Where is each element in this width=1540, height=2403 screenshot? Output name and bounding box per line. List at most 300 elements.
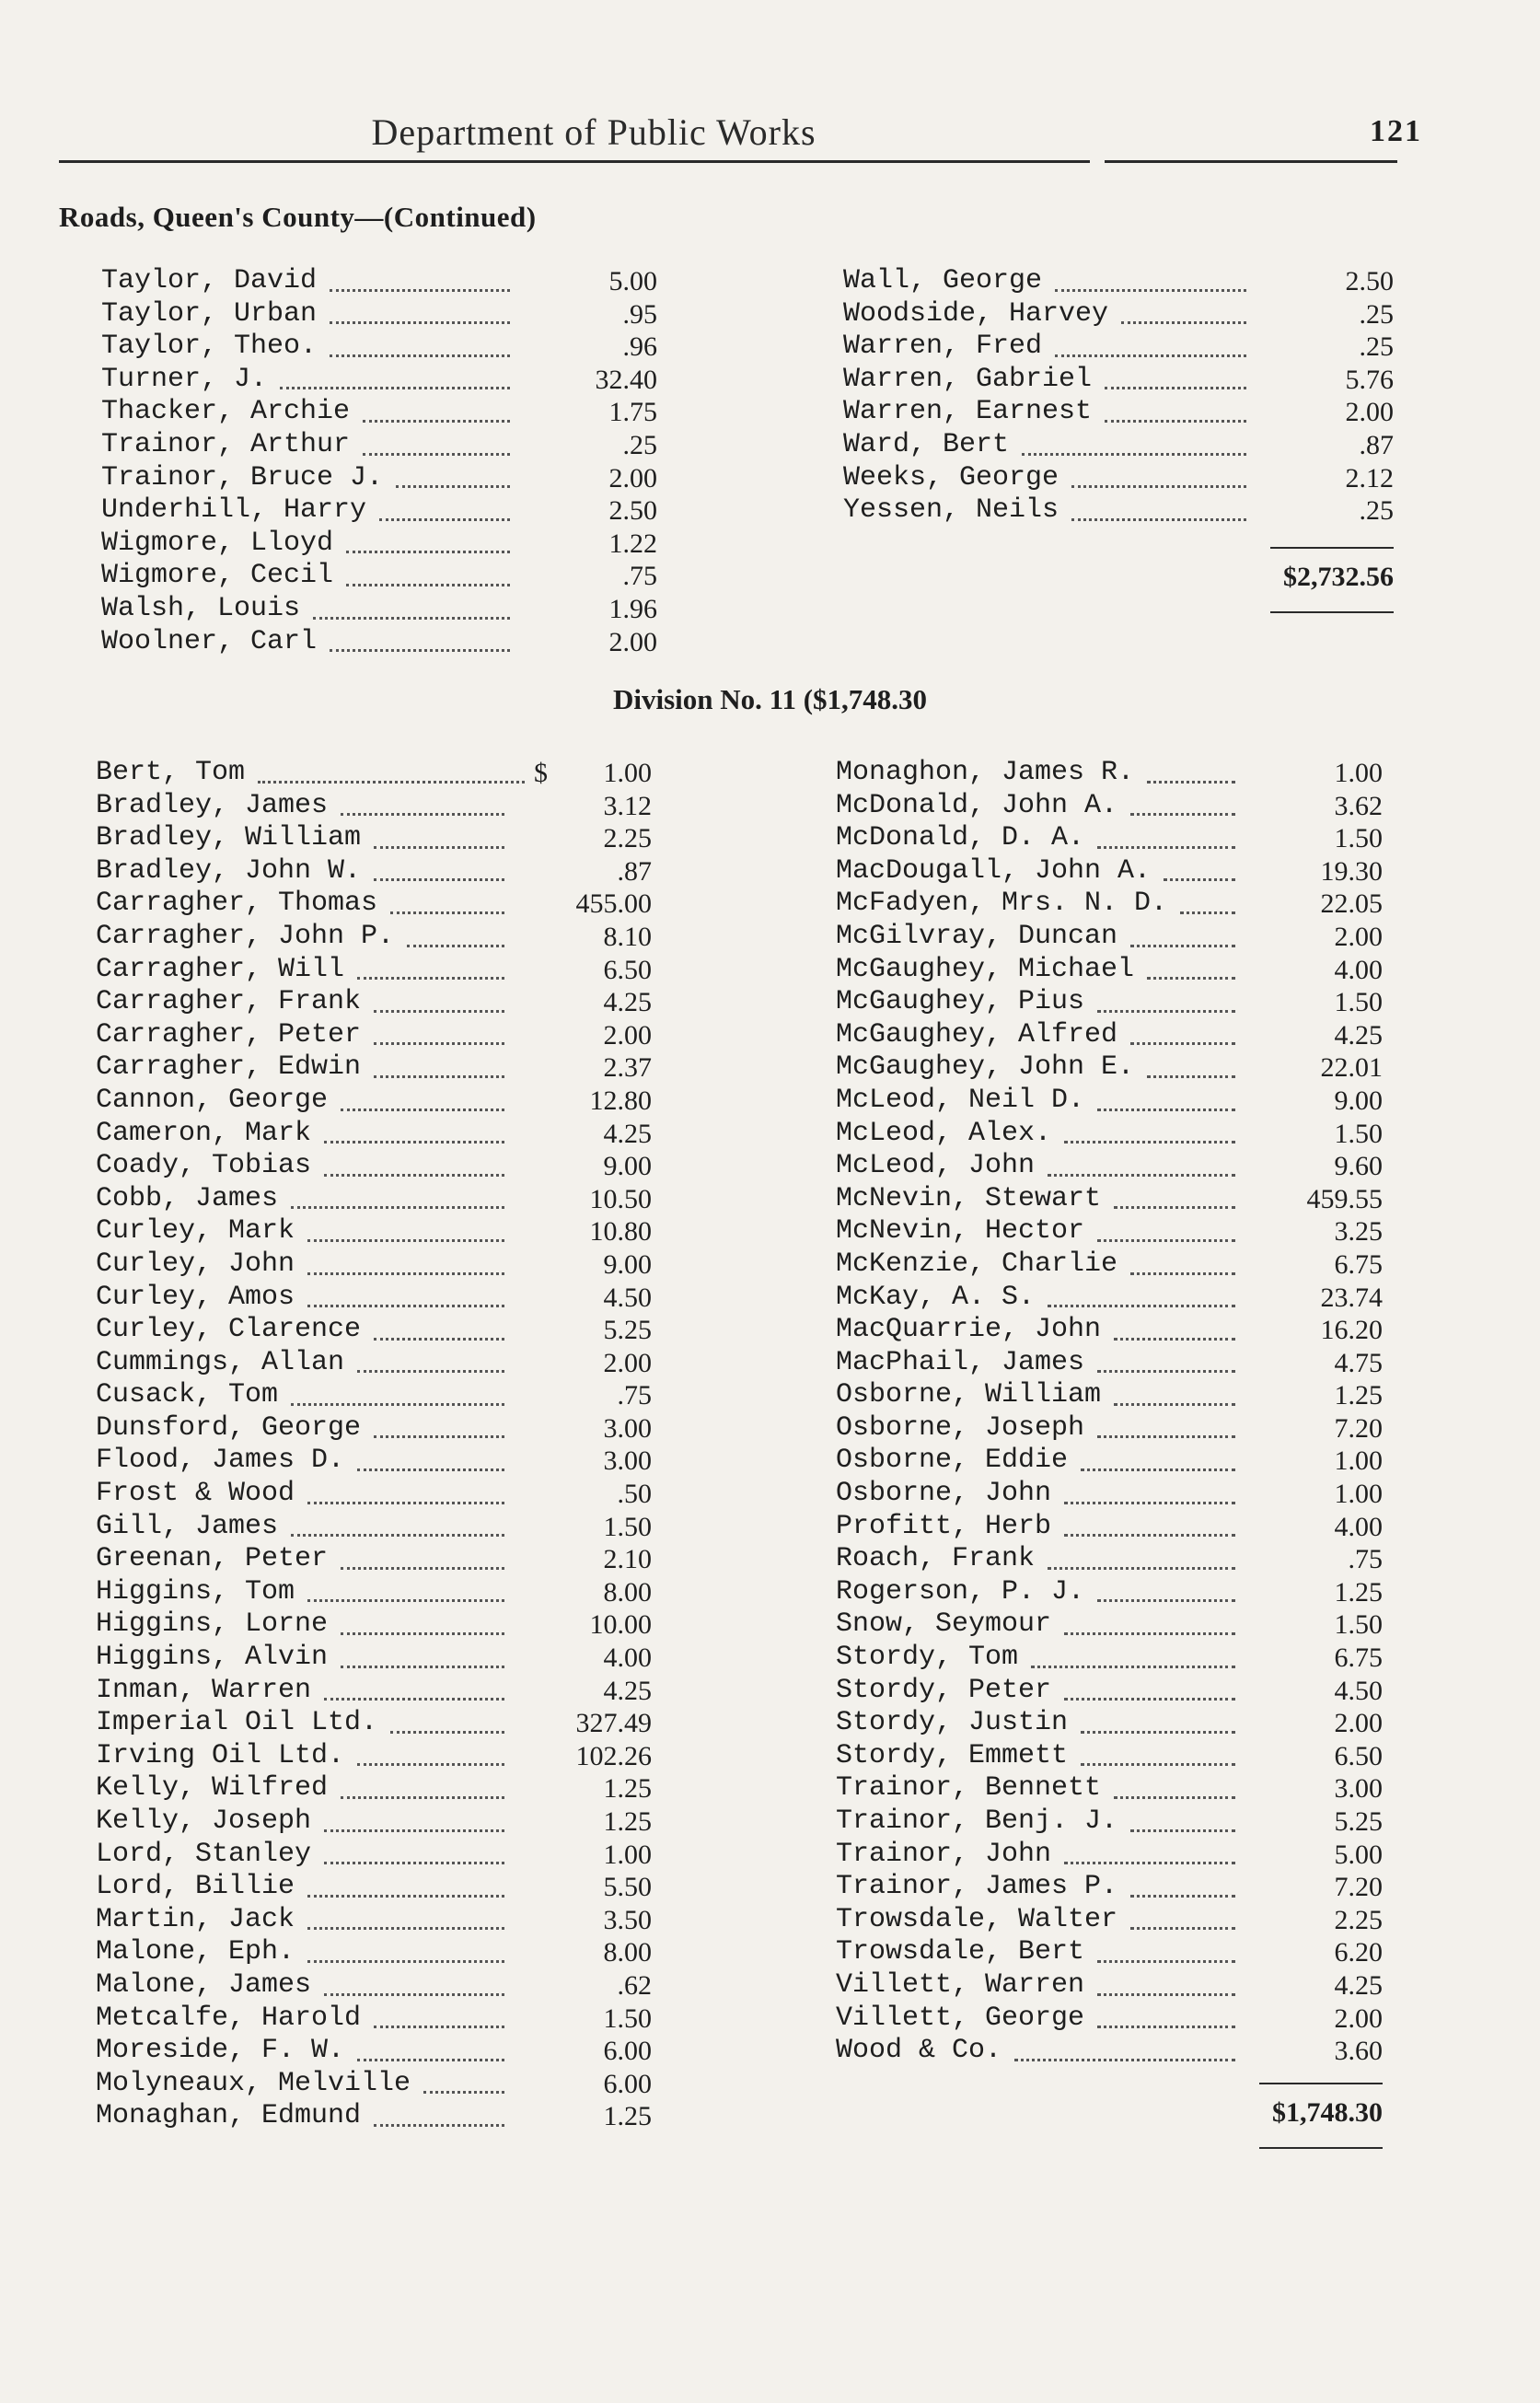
ledger-amount: 1.25: [603, 2101, 652, 2132]
ledger-amount: 8.10: [603, 921, 652, 952]
ledger-row: [836, 1215, 1388, 1248]
ledger-amount: 6.00: [603, 2068, 652, 2099]
ledger-name: Metcalfe, Harold: [96, 2002, 362, 2034]
ledger-row: [836, 757, 1388, 790]
dot-leader: [374, 2091, 504, 2127]
dot-leader: [1064, 1468, 1235, 1504]
dot-leader: [1064, 1829, 1235, 1865]
ledger-amount: 1.00: [1334, 758, 1383, 788]
ledger-row: [836, 1740, 1388, 1773]
ledger-name: Monaghan, Edmund: [96, 2100, 362, 2132]
ledger-amount: 1.50: [1334, 1609, 1383, 1641]
dot-leader: [1097, 1960, 1235, 1996]
dot-leader: [291, 1174, 504, 1210]
ledger-amount: 1.00: [603, 1839, 652, 1870]
ledger-row: [843, 265, 1395, 298]
ledger-amount: 1.00: [1334, 1445, 1383, 1477]
dot-leader: [330, 256, 510, 292]
dot-leader: [1097, 1567, 1235, 1603]
ledger-row: [101, 429, 665, 462]
dot-leader: [1097, 1993, 1235, 2029]
dot-leader: [330, 617, 510, 653]
ledger-amount: 7.20: [1334, 1872, 1383, 1903]
ledger-name: Kelly, Wilfred: [96, 1772, 329, 1805]
ledger-name: Carragher, John P.: [96, 920, 395, 952]
block1-total-rule-bottom: [1270, 611, 1394, 613]
ledger-name: Osborne, William: [836, 1379, 1102, 1411]
ledger-amount: 9.60: [1334, 1151, 1383, 1182]
dot-leader: [1114, 1763, 1235, 1799]
ledger-amount: 1.25: [1334, 1380, 1383, 1411]
ledger-amount: .25: [1359, 298, 1394, 330]
ledger-name: Ward, Bert: [843, 428, 1010, 460]
ledger-name: McLeod, Neil D.: [836, 1084, 1085, 1116]
dot-leader: [307, 1862, 504, 1898]
ledger-name: McLeod, Alex.: [836, 1117, 1052, 1149]
ledger-name: Warren, Earnest: [843, 396, 1093, 428]
ledger-name: Carragher, Edwin: [96, 1051, 362, 1084]
dot-leader: [341, 1599, 504, 1635]
ledger-name: Osborne, John: [836, 1478, 1052, 1510]
ledger-amount: 19.30: [1320, 855, 1383, 887]
ledger-amount: 4.25: [603, 1675, 652, 1706]
ledger-amount: 3.00: [603, 1445, 652, 1477]
ledger-name: Higgins, Lorne: [96, 1608, 329, 1641]
ledger-name: McGaughey, Michael: [836, 953, 1135, 985]
ledger-name: McDonald, John A.: [836, 789, 1118, 821]
ledger-name: Bradley, James: [96, 789, 329, 821]
ledger-name: McGaughey, Alfred: [836, 1018, 1118, 1051]
ledger-row: [836, 855, 1388, 888]
ledger-amount: .75: [1348, 1544, 1383, 1575]
dot-leader: [307, 1895, 504, 1931]
ledger-name: Cobb, James: [96, 1182, 279, 1214]
ledger-name: Woolner, Carl: [101, 625, 318, 657]
ledger-row: [96, 855, 659, 888]
ledger-amount: 102.26: [575, 1740, 652, 1771]
ledger-name: McGaughey, John E.: [836, 1051, 1135, 1084]
ledger-amount: 2.25: [603, 823, 652, 854]
ledger-row: [836, 2035, 1388, 2068]
ledger-name: Malone, Eph.: [96, 1936, 295, 1968]
dot-leader: [374, 977, 504, 1013]
dot-leader: [1105, 387, 1246, 423]
dot-leader: [1014, 2026, 1235, 2061]
ledger-amount: 5.00: [608, 266, 657, 296]
ledger-row: [836, 1839, 1388, 1872]
ledger-amount: 1.50: [1334, 823, 1383, 854]
ledger-amount: 4.50: [1334, 1675, 1383, 1706]
ledger-amount: .75: [617, 1380, 652, 1411]
ledger-name: Inman, Warren: [96, 1674, 312, 1706]
ledger-amount: 5.25: [1334, 1806, 1383, 1837]
ledger-amount: 1.25: [603, 1806, 652, 1837]
ledger-amount: 459.55: [1306, 1183, 1383, 1214]
ledger-amount: 5.76: [1345, 364, 1394, 395]
ledger-amount: 1.75: [608, 397, 657, 428]
dot-leader: [1180, 878, 1235, 914]
dot-leader: [1031, 1632, 1235, 1668]
ledger-amount: .87: [1359, 429, 1394, 460]
ledger-amount: 1.50: [1334, 1118, 1383, 1149]
ledger-name: Carragher, Thomas: [96, 888, 378, 920]
division-total-rule-bottom: [1259, 2147, 1383, 2149]
dot-leader: [1064, 1502, 1235, 1538]
ledger-name: Trainor, Arthur: [101, 428, 351, 460]
section-heading: Roads, Queen's County—(Continued): [59, 201, 537, 233]
ledger-amount: 2.00: [608, 462, 657, 493]
ledger-name: Trainor, John: [836, 1838, 1052, 1870]
ledger-amount: 1.00: [1334, 1479, 1383, 1510]
dot-leader: [363, 387, 510, 423]
ledger-amount: 2.00: [1345, 397, 1394, 428]
dot-leader: [357, 2026, 504, 2061]
ledger-row: [836, 1150, 1388, 1183]
ledger-amount: .50: [617, 1479, 652, 1510]
ledger-name: Yessen, Neils: [843, 494, 1059, 527]
dot-leader: [374, 1403, 504, 1439]
ledger-amount: .95: [622, 298, 657, 330]
ledger-amount: 2.00: [608, 626, 657, 657]
ledger-amount: 1.50: [1334, 987, 1383, 1018]
ledger-name: Greenan, Peter: [96, 1543, 329, 1575]
dot-leader: [1130, 911, 1235, 947]
dot-leader: [307, 1239, 504, 1275]
ledger-amount: 10.80: [589, 1216, 652, 1248]
dot-leader: [423, 2059, 504, 2095]
ledger-name: Wall, George: [843, 265, 1043, 296]
ledger-amount: 3.25: [1334, 1216, 1383, 1248]
dot-leader: [341, 1534, 504, 1570]
dot-leader: [1130, 1010, 1235, 1046]
ledger-name: Moreside, F. W.: [96, 2035, 345, 2067]
ledger-name: Gill, James: [96, 1510, 279, 1542]
dot-leader: [1048, 1534, 1235, 1570]
dot-leader: [363, 420, 510, 456]
ledger-name: Taylor, Theo.: [101, 331, 318, 363]
dot-leader: [341, 1763, 504, 1799]
ledger-amount: 4.00: [1334, 1511, 1383, 1542]
dot-leader: [357, 945, 504, 981]
ledger-amount: 1.96: [608, 593, 657, 624]
ledger-name: Stordy, Justin: [836, 1707, 1069, 1739]
ledger-amount: 8.00: [603, 1576, 652, 1608]
ledger-name: Curley, John: [96, 1248, 295, 1280]
dot-leader: [258, 748, 525, 784]
ledger-name: Walsh, Louis: [101, 592, 301, 624]
ledger-name: Flood, James D.: [96, 1445, 345, 1477]
division-heading: Division No. 11 ($1,748.30: [612, 683, 928, 715]
ledger-name: Weeks, George: [843, 461, 1059, 493]
division-right-column: [836, 757, 1388, 2068]
ledger-amount: 8.00: [603, 1937, 652, 1968]
page-header-title: Department of Public Works: [371, 111, 816, 153]
ledger-name: Molyneaux, Melville: [96, 2067, 411, 2099]
ledger-name: Higgins, Alvin: [96, 1642, 329, 1674]
dot-leader: [374, 1042, 504, 1078]
ledger-amount: 1.50: [603, 2002, 652, 2034]
dot-leader: [324, 1109, 504, 1144]
dot-leader: [1055, 321, 1246, 357]
ledger-name: Bradley, William: [96, 822, 362, 854]
dot-leader: [374, 1993, 504, 2029]
ledger-amount: .75: [622, 561, 657, 592]
dot-leader: [341, 1632, 504, 1668]
dot-leader: [1105, 354, 1246, 390]
dot-leader: [1114, 1370, 1235, 1406]
ledger-name: MacDougall, John A.: [836, 854, 1152, 887]
ledger-amount: 4.25: [1334, 1019, 1383, 1051]
ledger-amount: 16.20: [1320, 1315, 1383, 1346]
block1-total: $2,732.56: [1283, 562, 1394, 592]
ledger-name: Woodside, Harvey: [843, 297, 1109, 330]
ledger-name: MacQuarrie, John: [836, 1314, 1102, 1346]
ledger-name: Trainor, Benj. J.: [836, 1805, 1118, 1837]
block1-left-column: [101, 265, 665, 658]
ledger-amount: 22.01: [1320, 1052, 1383, 1084]
dot-leader: [1147, 945, 1235, 981]
page-number: 121: [1370, 114, 1422, 148]
dot-leader: [280, 354, 510, 390]
ledger-name: Osborne, Eddie: [836, 1445, 1069, 1477]
dot-leader: [1114, 1174, 1235, 1210]
dot-leader: [357, 1731, 504, 1767]
dot-leader: [341, 781, 504, 817]
ledger-amount: 2.50: [608, 495, 657, 527]
dot-leader: [357, 1338, 504, 1374]
ledger-name: Trowsdale, Bert: [836, 1936, 1085, 1968]
ledger-name: Irving Oil Ltd.: [96, 1739, 345, 1771]
ledger-amount: 2.00: [1334, 1708, 1383, 1739]
dot-leader: [1130, 1862, 1235, 1898]
ledger-amount: 1.25: [1334, 1576, 1383, 1608]
dollar-sign: $: [534, 758, 548, 788]
ledger-name: Cummings, Allan: [96, 1346, 345, 1378]
ledger-amount: 6.50: [1334, 1740, 1383, 1771]
ledger-name: Taylor, Urban: [101, 297, 318, 330]
ledger-name: McLeod, John: [836, 1150, 1036, 1182]
ledger-name: Bradley, John W.: [96, 854, 362, 887]
division-total-rule-top: [1259, 2083, 1383, 2084]
ledger-name: Lord, Billie: [96, 1871, 295, 1903]
dot-leader: [1164, 846, 1235, 882]
ledger-row: [836, 888, 1388, 921]
dot-leader: [324, 1960, 504, 1996]
ledger-name: Curley, Amos: [96, 1281, 295, 1313]
ledger-name: McKay, A. S.: [836, 1281, 1036, 1313]
ledger-name: Curley, Mark: [96, 1215, 295, 1248]
ledger-name: Taylor, David: [101, 265, 318, 296]
ledger-amount: 3.00: [1334, 1773, 1383, 1805]
dot-leader: [346, 551, 510, 586]
ledger-amount: 9.00: [1334, 1085, 1383, 1116]
ledger-name: Profitt, Herb: [836, 1510, 1052, 1542]
ledger-name: Villett, Warren: [836, 1968, 1085, 2001]
ledger-name: Cusack, Tom: [96, 1379, 279, 1411]
ledger-name: Underhill, Harry: [101, 494, 367, 527]
dot-leader: [307, 1468, 504, 1504]
division-total: $1,748.30: [1272, 2097, 1383, 2128]
ledger-name: McNevin, Hector: [836, 1215, 1085, 1248]
dot-leader: [1081, 1698, 1235, 1734]
ledger-row: [836, 1871, 1388, 1904]
ledger-name: Thacker, Archie: [101, 396, 351, 428]
ledger-row: [836, 1347, 1388, 1380]
ledger-amount: 4.25: [1334, 1969, 1383, 2001]
ledger-row: [96, 2100, 659, 2133]
ledger-amount: 2.00: [603, 1019, 652, 1051]
dot-leader: [407, 911, 504, 947]
ledger-amount: 6.20: [1334, 1937, 1383, 1968]
ledger-amount: 6.00: [603, 2036, 652, 2067]
ledger-amount: .87: [617, 855, 652, 887]
dot-leader: [1071, 453, 1246, 489]
ledger-name: Wigmore, Lloyd: [101, 527, 334, 559]
ledger-amount: 4.75: [1334, 1347, 1383, 1378]
dot-leader: [1097, 1927, 1235, 1963]
dot-leader: [1121, 289, 1246, 325]
block1-total-rule-top: [1270, 547, 1394, 549]
ledger-amount: 1.22: [608, 528, 657, 559]
dot-leader: [1081, 1435, 1235, 1471]
header-rule-right: [1105, 160, 1397, 163]
ledger-row: [96, 1675, 659, 1708]
ledger-amount: 5.25: [603, 1315, 652, 1346]
dot-leader: [1130, 1239, 1235, 1275]
ledger-row: [836, 986, 1388, 1019]
ledger-amount: 4.50: [603, 1282, 652, 1313]
ledger-amount: 2.10: [603, 1544, 652, 1575]
ledger-amount: 2.25: [1334, 1904, 1383, 1935]
block1-right-column: [843, 265, 1395, 528]
ledger-amount: 4.00: [603, 1643, 652, 1674]
ledger-amount: 5.00: [1334, 1839, 1383, 1870]
ledger-name: Monaghon, James R.: [836, 757, 1135, 788]
dot-leader: [1071, 485, 1246, 521]
dot-leader: [396, 453, 510, 489]
ledger-name: Osborne, Joseph: [836, 1411, 1085, 1444]
dot-leader: [1147, 748, 1235, 784]
ledger-amount: 1.00: [603, 758, 652, 788]
dot-leader: [1114, 1305, 1235, 1341]
dot-leader: [1048, 1272, 1235, 1308]
dot-leader: [1064, 1109, 1235, 1144]
ledger-name: Snow, Seymour: [836, 1608, 1052, 1641]
dot-leader: [1097, 977, 1235, 1013]
ledger-name: Kelly, Joseph: [96, 1805, 312, 1837]
ledger-name: MacPhail, James: [836, 1346, 1085, 1378]
ledger-name: Imperial Oil Ltd.: [96, 1707, 378, 1739]
ledger-name: Frost & Wood: [96, 1478, 295, 1510]
ledger-amount: 10.50: [589, 1183, 652, 1214]
dot-leader: [1097, 813, 1235, 849]
ledger-amount: 1.50: [603, 1511, 652, 1542]
ledger-name: Stordy, Tom: [836, 1642, 1019, 1674]
ledger-amount: 1.25: [603, 1773, 652, 1805]
dot-leader: [330, 321, 510, 357]
dot-leader: [1055, 256, 1246, 292]
ledger-name: McFadyen, Mrs. N. D.: [836, 888, 1168, 920]
ledger-name: Higgins, Tom: [96, 1575, 295, 1608]
ledger-amount: 3.62: [1334, 790, 1383, 821]
ledger-amount: 6.75: [1334, 1643, 1383, 1674]
ledger-name: Stordy, Emmett: [836, 1739, 1069, 1771]
dot-leader: [341, 1075, 504, 1111]
dot-leader: [374, 813, 504, 849]
dot-leader: [1097, 1206, 1235, 1242]
dot-leader: [346, 518, 510, 554]
ledger-amount: 9.00: [603, 1248, 652, 1280]
ledger-name: McGilvray, Duncan: [836, 920, 1118, 952]
ledger-amount: 32.40: [595, 364, 657, 395]
dot-leader: [1097, 1338, 1235, 1374]
ledger-amount: 4.25: [603, 1118, 652, 1149]
dot-leader: [1147, 1042, 1235, 1078]
dot-leader: [374, 1305, 504, 1341]
ledger-row: [836, 921, 1388, 954]
ledger-name: Warren, Fred: [843, 331, 1043, 363]
dot-leader: [307, 1272, 504, 1308]
ledger-row: [836, 1282, 1388, 1315]
ledger-name: Rogerson, P. J.: [836, 1575, 1085, 1608]
ledger-amount: 2.00: [1334, 2002, 1383, 2034]
dot-leader: [1064, 1666, 1235, 1701]
ledger-name: Lord, Stanley: [96, 1838, 312, 1870]
dot-leader: [1130, 1796, 1235, 1832]
dot-leader: [324, 1666, 504, 1701]
ledger-name: Cannon, George: [96, 1084, 329, 1116]
ledger-amount: 327.49: [575, 1708, 652, 1739]
ledger-amount: 2.12: [1345, 462, 1394, 493]
dot-leader: [291, 1370, 504, 1406]
dot-leader: [1081, 1731, 1235, 1767]
ledger-amount: 6.75: [1334, 1248, 1383, 1280]
ledger-name: Warren, Gabriel: [843, 363, 1093, 395]
dot-leader: [1048, 1141, 1235, 1177]
ledger-amount: 2.50: [1345, 266, 1394, 296]
dot-leader: [390, 1698, 504, 1734]
ledger-amount: 4.25: [603, 987, 652, 1018]
ledger-amount: 22.05: [1320, 888, 1383, 920]
ledger-row: [101, 626, 665, 659]
ledger-amount: .25: [622, 429, 657, 460]
ledger-row: [96, 888, 659, 921]
division-left-column: [96, 757, 659, 2133]
dot-leader: [324, 1796, 504, 1832]
dot-leader: [324, 1141, 504, 1177]
ledger-amount: 6.50: [603, 954, 652, 985]
ledger-amount: 12.80: [589, 1085, 652, 1116]
dot-leader: [1097, 1403, 1235, 1439]
ledger-amount: .96: [622, 331, 657, 363]
ledger-name: Carragher, Frank: [96, 986, 362, 1018]
ledger-name: Turner, J.: [101, 363, 268, 395]
dot-leader: [324, 1829, 504, 1865]
dot-leader: [1130, 781, 1235, 817]
ledger-amount: 455.00: [575, 888, 652, 920]
dot-leader: [1064, 1599, 1235, 1635]
dot-leader: [307, 1927, 504, 1963]
dot-leader: [374, 846, 504, 882]
ledger-amount: 4.00: [1334, 954, 1383, 985]
ledger-amount: 3.60: [1334, 2036, 1383, 2067]
ledger-row: [836, 1772, 1388, 1805]
ledger-amount: .62: [617, 1969, 652, 2001]
ledger-amount: 7.20: [1334, 1412, 1383, 1444]
dot-leader: [307, 1206, 504, 1242]
ledger-amount: 10.00: [589, 1609, 652, 1641]
ledger-amount: 23.74: [1320, 1282, 1383, 1313]
